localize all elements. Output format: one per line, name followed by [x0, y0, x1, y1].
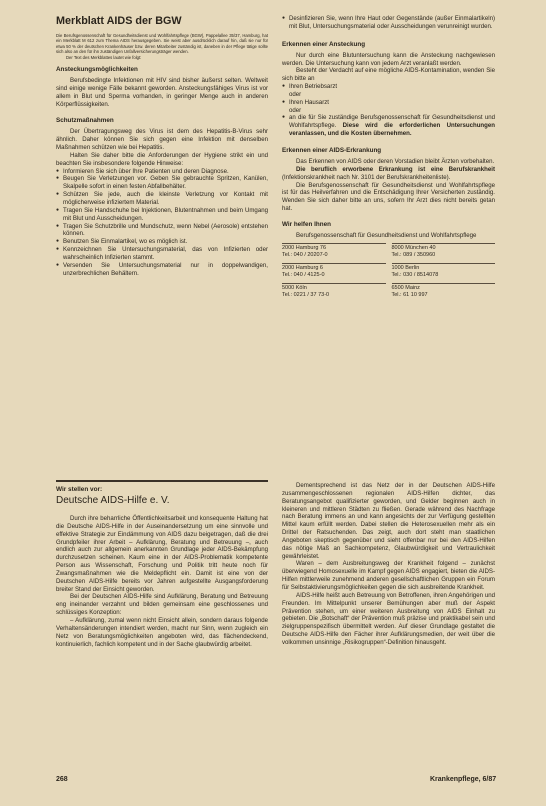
paragraph: Der Übertragungsweg des Virus ist dem des Hepatitis-B-Virus sehr ähnlich. Daher können Sie sich gegen eine Infektion mit denselben Maßnahmen schützen wie bei Hepatitis.	[56, 128, 268, 152]
paragraph: Nur durch eine Blutuntersuchung kann die Ansteckung nachgewiesen werden. Die Untersuchung kann von jedem Arzt veranlaßt werden.	[282, 51, 495, 67]
top-left-column	[56, 15, 268, 277]
paragraph: Waren – dem Ausbreitungsweg der Krankheit folgend – zunächst überwiegend Homosexuelle im Kampf gegen AIDS engagiert, bieten die AIDS-Hilfen mittlerweile zunehmend anderen gesellschaftlichen Gruppen ein Forum für Selbstaktivierungsmöglichkeiten gegen die sich ausbreitende Krankheit.	[282, 560, 495, 591]
list-item: ● Tragen Sie Handschuhe bei Injektionen, Blutentnahmen und beim Umgang mit Blut und Ausscheidungen.	[56, 207, 268, 223]
paragraph: Besteht der Verdacht auf eine mögliche AIDS-Kontamination, wenden Sie sich bitte an	[282, 67, 495, 83]
page-number: 268	[56, 776, 68, 783]
paragraph-rest: (Infektionskrankheit nach Nr. 3101 der Berufskrankheitenliste).	[282, 173, 451, 181]
journal-reference: Krankenpflege, 6/87	[430, 776, 497, 783]
address-block: 8000 München 40 Tel.: 089 / 350960	[392, 243, 496, 259]
option-bold-text: Diese wird die erforderlichen Untersuchungen veranlassen, und die Kosten übernehmen.	[289, 122, 495, 138]
oder-text: oder	[289, 90, 302, 98]
address-block: 5000 Köln Tel.: 0221 / 37 73-0	[282, 283, 386, 299]
list-item: ● Desinfizieren Sie, wenn Ihre Haut oder Gegenstände (außer Einmalartikeln) mit Blut, Untersuchungsmaterial oder Ausscheidungen verunreinigt wurden.	[282, 15, 495, 31]
top-right-column	[282, 15, 495, 303]
paragraph: Dementsprechend ist das Netz der in der Deutschen AIDS-Hilfe zusammengeschlossenen regionalen AIDS-Hilfen dichter, das Beratungsangebot qualifizierter geworden, und Gelder beginnen auch in kleineren und mittleren Städten zu fließen. Gerade während des Nachfrage nach Beratung immens an und kann angesichts der zur Verfügung gestellten Mittel kaum erfüllt werden. Dabei stellen die Heterosexuellen mehr als ein Drittel der Ratsuchenden. Das zeigt, auch dort steht man staatlichen Angeboten skeptisch gegenüber und sieht offenbar nur bei den AIDS-Hilfen das nötige Maß an Sachkompetenz, Glaubwürdigkeit und Vertraulichkeit gewährleistet.	[282, 482, 495, 560]
bold-text: Die beruflich erworbene Erkrankung ist eine Berufskrankheit	[296, 165, 495, 173]
list-item: ● Tragen Sie Schutzbrille und Mundschutz, wenn Nebel (Aerosole) entstehen können.	[56, 223, 268, 239]
section-title: Deutsche AIDS-Hilfe e. V.	[56, 495, 170, 506]
address-block: 2000 Hamburg 6 Tel.: 040 / 4125-0	[282, 263, 386, 279]
hygiene-list-continued	[282, 15, 495, 31]
list-item	[282, 114, 495, 138]
list-item: ● Informieren Sie sich über Ihre Patienten und deren Diagnose.	[56, 168, 268, 176]
paragraph: Berufsbedingte Infektionen mit HIV sind bisher äußerst selten. Weltweit sind einige wenige Fälle bekannt geworden. Ansteckungsfähiges Virus ist vor allem in Blut und Sperma vorhanden, in geringer Menge auch in anderen Körperflüssigkeiten.	[56, 77, 268, 108]
heading-ansteckungsmoeglichkeiten: Ansteckungsmöglichkeiten	[56, 66, 138, 74]
heading-erkennen-erkrankung: Erkennen einer AIDS-Erkrankung	[282, 146, 382, 154]
list-item: ● Kennzeichnen Sie Untersuchungsmaterial, das von Infizierten oder wahrscheinlich Infizierten stammt.	[56, 246, 268, 262]
list-item: ● Beugen Sie Verletzungen vor. Geben Sie gebrauchte Spritzen, Kanülen, Skalpelle sofort in einen festen Abfallbehälter.	[56, 175, 268, 191]
intro-note: Die Berufsgenossenschaft für Gesundheitsdienst und Wohlfahrtspflege (BGW), Pappelallee 35/37, Hamburg, hat ein Merkblatt M 612 zum Thema AIDS herausgegeben. Sie weist aber ausdrücklich darauf hin, daß sie nur für etwa 50 % der deutschen Krankenhäuser bzw. deren Mitarbeiter zuständig ist, daneben in der Pflege tätige sollte sich also an den für ihn zuständigen Unfallversicherungsträger wenden.	[56, 33, 268, 55]
section-divider	[56, 480, 268, 482]
address-block: 2000 Hamburg 76 Tel.: 040 / 20207-0	[282, 243, 386, 259]
paragraph: Bei der Deutschen AIDS-Hilfe sind Aufklärung, Beratung und Betreuung eng ineinander verzahnt und bilden gemeinsam eine geschlossenes und schlüssiges Konzeption:	[56, 593, 268, 617]
list-item: ● Ihren Hausarzt	[282, 99, 495, 107]
address-grid	[282, 243, 495, 303]
heading-erkennen-ansteckung: Erkennen einer Ansteckung	[282, 40, 366, 48]
paragraph: Berufsgenossenschaft für Gesundheitsdienst und Wohlfahrtspflege	[296, 231, 477, 239]
heading-schutzmassnahmen: Schutzmaßnahmen	[56, 117, 114, 125]
heading-wir-helfen: Wir helfen Ihnen	[282, 220, 331, 228]
list-item: ● Benutzen Sie Einmalartikel, wo es möglich ist.	[56, 238, 268, 246]
paragraph: – Aufklärung, zumal wenn nicht Einsicht allein, sondern daraus folgende Verhaltensänderungen intendiert werden, macht nur Sinn, wenn zugleich ein Netz von Beratungsmöglichkeiten angeboten wird, das flächendeckend, kontinuierlich, fachlich kompetent und in der Sache glaubwürdig arbeitet.	[56, 616, 268, 648]
list-item: ● Versenden Sie Untersuchungsmaterial nur in doppelwandigen, unzerbrechlichen Behältern.	[56, 262, 268, 278]
option-text: an die für Sie zuständige Berufsgenossenschaft für Gesundheitsdienst und Wohlfahrtspflege.	[289, 114, 495, 130]
paragraph	[282, 166, 495, 182]
paragraph: Das Erkennen von AIDS oder deren Vorstadien bleibt Ärzten vorbehalten.	[296, 157, 495, 165]
list-item: ● Ihren Betriebsarzt	[282, 83, 495, 91]
paragraph: AIDS-Hilfe heißt auch Betreuung von Betroffenen, ihren Angehörigen und Freunden. Im Mittelpunkt unserer Bemühungen aber muß der Aspekt Prävention stehen, um einer weiteren Ausbreitung von AIDS Einhalt zu gebieten. Die „Botschaft“ der Prävention muß präzise und praktikabel sein und zielgruppenspezifisch übermittelt werden. Auf dieser Grundlage gestaltet die Deutsche AIDS-Hilfe den Fächer ihrer Aufklärungsmedien, der weit über die volkommen unsinnige „Risikogruppen“-Definition hinausgeht.	[282, 591, 495, 646]
bottom-left-column	[56, 486, 268, 648]
address-block: 6500 Mainz Tel.: 61 10 997	[392, 283, 496, 299]
paragraph: Durch ihre beharrliche Öffentlichkeitsarbeit und konsequente Haltung hat die Deutsche AIDS-Hilfe in der Auseinandersetzung um eine sinnvolle und effektive Strategie zur Eindämmung von AIDS dazu beigetragen, daß die drei Grundpfeiler ihrer Arbeit – Aufklärung, Beratung und Betreuung –, auch endlich auch zur allgemein anerkannten Grundlage jeder AIDS-Bekämpfung durchzusetzen scheinen. Kaum eine in der AIDS-Problematik kompetente Person aus Wissenschaft, Forschung und Politik tritt heute noch für Zwangsmaßnahmen wie die Meldepflicht ein. Damit ist eine von der Deutschen AIDS-Hilfe bereits vor Jahren aufgestellte Ausgangsforderung breiter Stand der Einsicht geworden.	[56, 515, 268, 593]
contact-options	[282, 83, 495, 138]
bottom-right-column	[282, 482, 495, 647]
paragraph: Halten Sie daher bitte die Anforderungen der Hygiene strikt ein und beachten Sie insbesondere folgende Hinweise:	[56, 151, 268, 167]
page-title: Merkblatt AIDS der BGW	[56, 15, 182, 27]
section-label: Wir stellen vor:	[56, 486, 103, 493]
intro-note-2: Der Text des Merkblattes lautet wie folgt:	[66, 54, 142, 60]
oder-text: oder	[289, 106, 302, 114]
paragraph: Die Berufsgenossenschaft für Gesundheitsdienst und Wohlfahrtspflege ist für das Heilverfahren und die Entschädigung Ihrer Versicherten zuständig. Wenden Sie sich daher bitte an uns, sofern Ihr Arzt dies nicht bereits getan hat.	[282, 181, 495, 213]
list-item: ● Schützen Sie jede, auch die kleinste Verletzung vor Kontakt mit möglicherweise infiziertem Material.	[56, 191, 268, 207]
address-block: 1000 Berlin Tel.: 030 / 8514078	[392, 263, 496, 279]
hygiene-list	[56, 168, 268, 278]
